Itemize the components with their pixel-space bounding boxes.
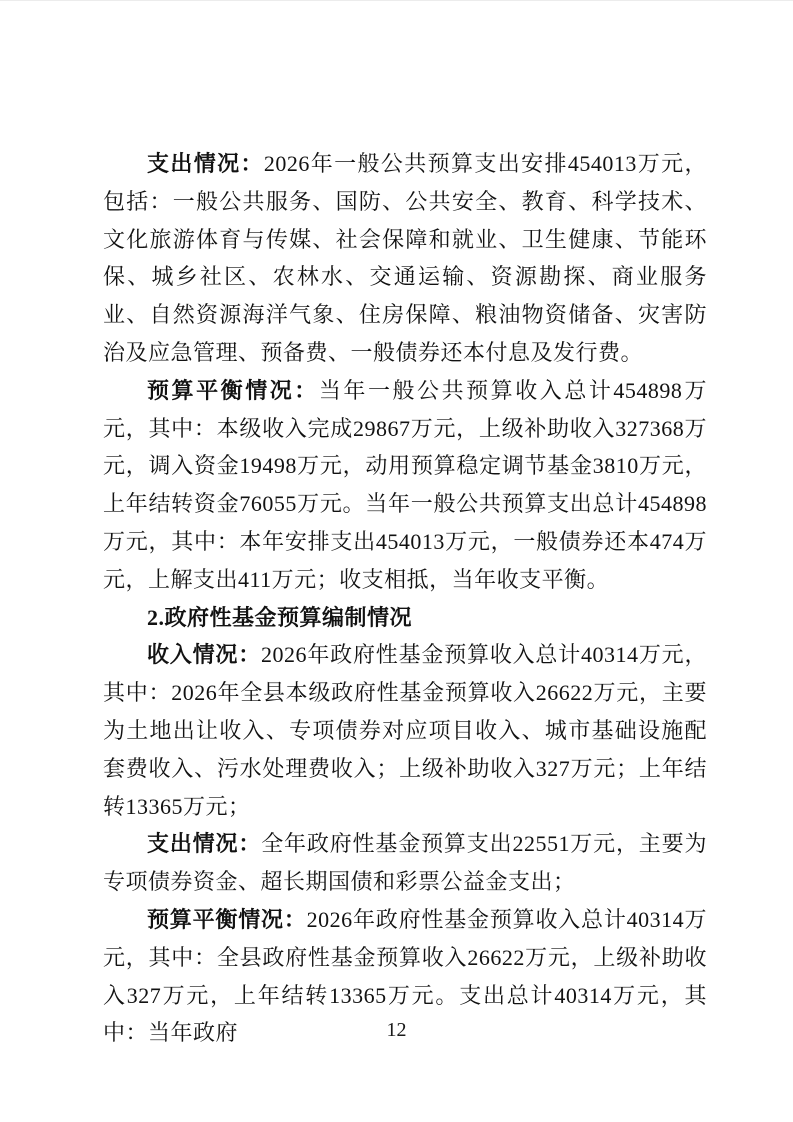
paragraph-text: 当年一般公共预算收入总计454898万元，其中：本级收入完成29867万元，上级补助收入327368万元，调入资金19498万元，动用预算稳定调节基金3810万元，上年结转资金76055万元。当年一般公共预算支出总计454898万元，其中：本年安排支出454013万元，一般债券还本474万元，上解支出411万元；收支相抵，当年收支平衡。 — [103, 377, 707, 592]
paragraph-revenue-funds — [103, 636, 707, 825]
page-number: 12 — [386, 1019, 407, 1041]
paragraph-lead: 预算平衡情况： — [147, 906, 307, 932]
paragraph-lead: 预算平衡情况： — [147, 377, 319, 403]
paragraph-text: 全年政府性基金预算支出22551万元，主要为专项债券资金、超长期国债和彩票公益金支出； — [103, 831, 707, 895]
paragraph-lead: 支出情况： — [147, 831, 262, 857]
paragraph-text: 2026年政府性基金预算收入总计40314万元，其中：2026年全县本级政府性基金预算收入26622万元，主要为土地出让收入、专项债券对应项目收入、城市基础设施配套费收入、污水处理费收入；上级补助收入327万元；上年结转13365万元； — [103, 642, 707, 819]
paragraph-expenditure-funds — [103, 825, 707, 901]
paragraph-lead: 支出情况： — [147, 151, 264, 176]
paragraph-lead: 收入情况： — [147, 642, 262, 668]
paragraph-expenditure-general — [103, 145, 707, 372]
document-body — [103, 145, 707, 1052]
paragraph-text: 2026年一般公共预算支出安排454013万元，包括：一般公共服务、国防、公共安全、教育、科学技术、文化旅游体育与传媒、社会保障和就业、卫生健康、节能环保、城乡社区、农林水、交通运输、资源勘探、商业服务业、自然资源海洋气象、住房保障、粮油物资储备、灾害防治及应急管理、预备费、一般债券还本付息及发行费。 — [103, 151, 707, 365]
paragraph-text: 2026年政府性基金预算收入总计40314万元，其中：全县政府性基金预算收入26622万元，上级补助收入327万元，上年结转13365万元。支出总计40314万元，其中：当年政府 — [103, 906, 707, 1046]
paragraph-budget-balance-general — [103, 372, 707, 599]
section-heading-government-funds: 2.政府性基金预算编制情况 — [147, 604, 413, 630]
